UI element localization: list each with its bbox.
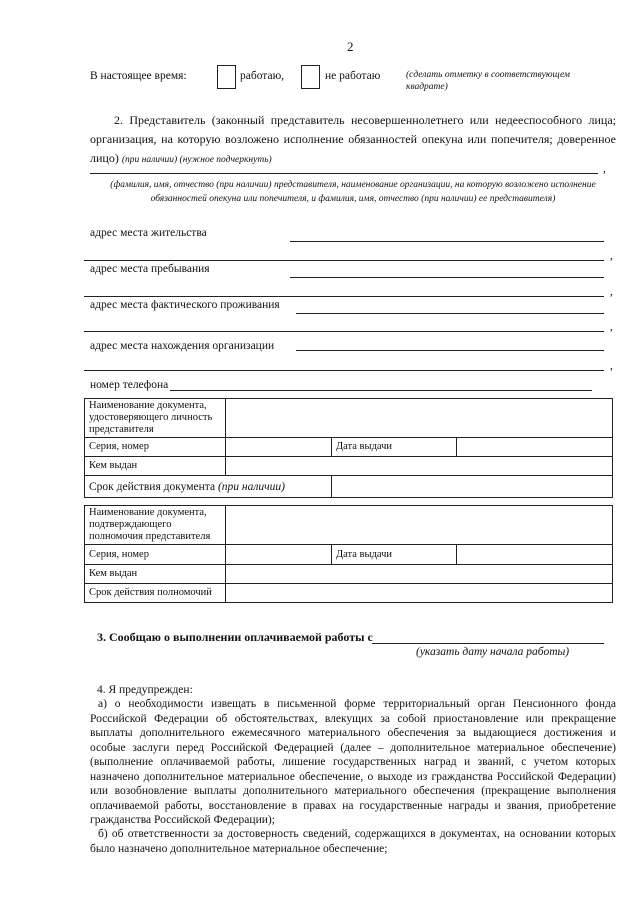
section4-heading: 4. Я предупрежден: (97, 684, 193, 696)
working-label: работаю, (240, 70, 285, 82)
not-working-label: не работаю (325, 70, 381, 82)
identity-issuedby-field[interactable] (226, 457, 613, 476)
address-stay-line[interactable] (290, 277, 604, 278)
authority-validity-label: Срок действия полномочий (85, 584, 226, 603)
identity-date-label: Дата выдачи (332, 438, 457, 457)
page-number: 2 (347, 39, 354, 54)
identity-docname-label: Наименование документа, удостоверяющего личность представителя (85, 399, 226, 438)
identity-docname-field[interactable] (226, 399, 613, 438)
identity-validity-field[interactable] (332, 476, 613, 498)
comma: , (610, 321, 613, 333)
comma: , (603, 163, 606, 175)
comma: , (610, 360, 613, 372)
address-residence-label: адрес места жительства (90, 227, 207, 239)
work-start-date-line[interactable] (372, 643, 604, 644)
authority-series-label: Серия, номер (85, 545, 226, 565)
address-actual-line2[interactable] (84, 331, 604, 332)
address-residence-line2[interactable] (84, 260, 604, 261)
representative-name-caption: (фамилия, имя, отчество (при наличии) представителя, наименование организации, на которую возложено исполнение обязанностей опекуна или попечителя, и фамилия, имя, отчество (при наличии) ее представителя) (110, 180, 596, 204)
identity-series-field[interactable] (226, 438, 332, 457)
authority-date-field[interactable] (457, 545, 613, 565)
phone-label: номер телефона (90, 379, 169, 391)
identity-series-label: Серия, номер (85, 438, 226, 457)
address-stay-line2[interactable] (84, 296, 604, 297)
section2-heading: 2. Представитель (законный представитель несовершеннолетнего или недееспособного лица; организация, на которую возложено исполнение обязанностей опекуна или попечителя; доверенное лицо) (при наличии) (нужное подчеркнуть) (90, 113, 616, 165)
address-actual-line[interactable] (296, 313, 604, 314)
section4-item-b: б) об ответственности за достоверность сведений, содержащихся в документах, на основании которых было назначено дополнительное материальное обеспечение; (90, 828, 616, 855)
identity-table (84, 398, 613, 498)
authority-issuedby-field[interactable] (226, 565, 613, 584)
section4-item-a: а) о необходимости извещать в письменной форме территориальный орган Пенсионного фонда Российской Федерации об обстоятельствах, влекущих за собой приостановление или прекращение выплаты дополнительного ежемесячного материального обеспечения за выдающиеся достижения и особые заслуги перед Российской Федерацией (далее – дополнительное материальное обеспечение) (выполнение оплачиваемой работы, лишение государственных наград и званий, с учетом которых назначено дополнительное материальное обеспечение, о выходе из гражданства Российской Федерации) или возобновление выплаты дополнительного материального обеспечения (прекращение выполнения оплачиваемой работы, восстановление в правах на государственные награды и звания, приобретение гражданства Российской Федерации); (90, 698, 616, 826)
address-stay-label: адрес места пребывания (90, 263, 210, 275)
representative-name-line[interactable] (90, 173, 598, 174)
authority-date-label: Дата выдачи (332, 545, 457, 565)
identity-issuedby-label: Кем выдан (85, 457, 226, 476)
authority-docname-label: Наименование документа, подтверждающего полномочия представителя (85, 506, 226, 545)
section3-text: 3. Сообщаю о выполнении оплачиваемой работы с (97, 630, 373, 644)
address-org-label: адрес места нахождения организации (90, 340, 275, 352)
address-residence-line[interactable] (290, 241, 604, 242)
comma: , (610, 250, 613, 262)
employment-label: В настоящее время: (90, 70, 187, 82)
address-org-line2[interactable] (84, 370, 604, 371)
identity-validity-label: Срок действия документа (при наличии) (85, 476, 332, 498)
not-working-checkbox[interactable] (301, 65, 320, 89)
identity-date-field[interactable] (457, 438, 613, 457)
authority-table (84, 505, 613, 603)
phone-line[interactable] (170, 390, 592, 391)
section3-caption: (указать дату начала работы) (416, 646, 570, 658)
working-checkbox[interactable] (217, 65, 236, 89)
authority-docname-field[interactable] (226, 506, 613, 545)
employment-note: (сделать отметку в соответствующем квадрате) (406, 70, 570, 92)
authority-validity-field[interactable] (226, 584, 613, 603)
comma: , (610, 286, 613, 298)
authority-series-field[interactable] (226, 545, 332, 565)
address-actual-label: адрес места фактического проживания (90, 299, 280, 311)
address-org-line[interactable] (296, 350, 604, 351)
authority-issuedby-label: Кем выдан (85, 565, 226, 584)
